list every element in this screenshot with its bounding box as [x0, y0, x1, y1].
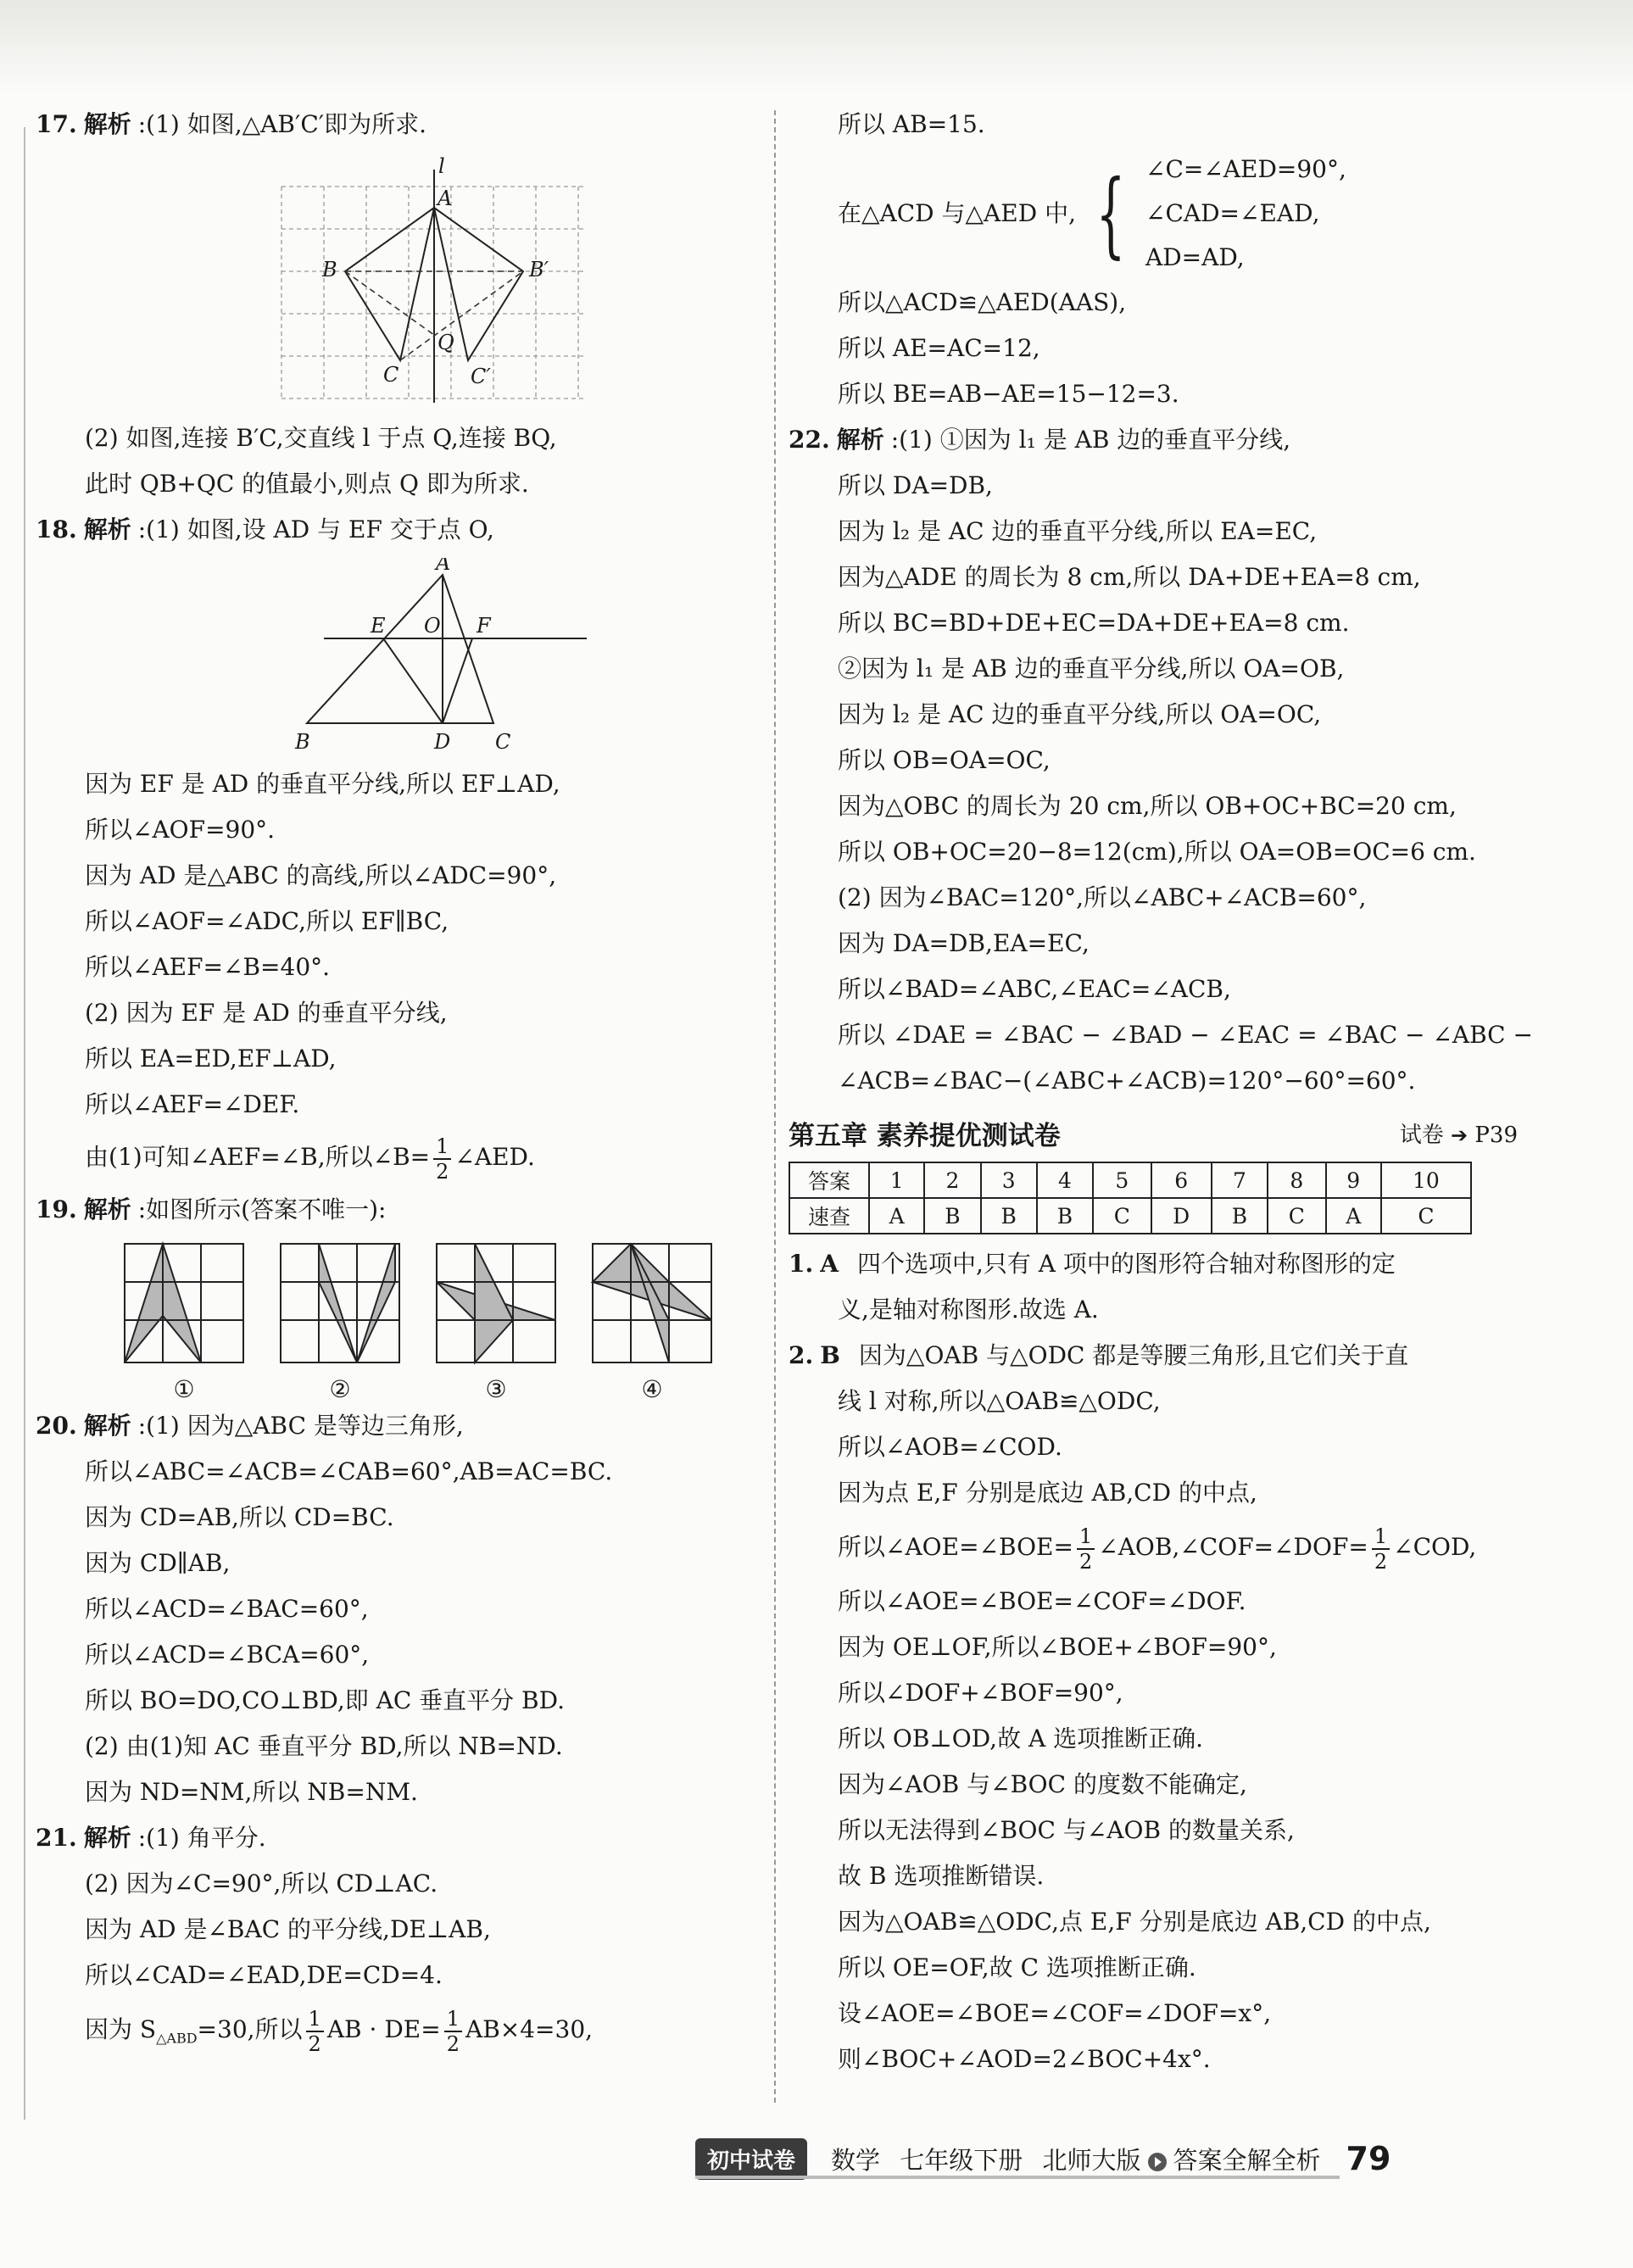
q21-line: (2) 因为∠C=90°,所以 CD⊥AC. — [85, 1870, 438, 1897]
q21-cont-line: 所以 AE=AC=12, — [838, 334, 1040, 362]
q18-last-pre: 由(1)可知∠AEF=∠B,所以∠B= — [85, 1143, 431, 1171]
q18-line: 所以∠AEF=∠DEF. — [85, 1090, 300, 1118]
q22-line: ∠ACB=∠BAC−(∠ABC+∠ACB)=120°−60°=60°. — [838, 1067, 1416, 1095]
q22-line: (2) 因为∠BAC=120°,所以∠ABC+∠ACB=60°, — [838, 883, 1367, 911]
q22-label: 解析 — [836, 426, 884, 454]
q22-line: ②因为 l₁ 是 AB 边的垂直平分线,所以 OA=OB, — [838, 655, 1345, 683]
table-cell: 4 — [1037, 1162, 1093, 1198]
q22-line: 所以 DA=DB, — [838, 471, 993, 499]
a2-line: 因为点 E,F 分别是底边 AB,CD 的中点, — [838, 1479, 1257, 1507]
q21-line: 因为 AD 是∠BAC 的平分线,DE⊥AB, — [85, 1915, 491, 1943]
a2-line: 线 l 对称,所以△OAB≌△ODC, — [838, 1387, 1161, 1415]
q18-label: 解析 — [83, 515, 131, 543]
table-cell: C — [1268, 1198, 1326, 1234]
q19-number: 19. — [36, 1195, 77, 1223]
q20-line: 因为 CD=AB,所以 CD=BC. — [85, 1503, 394, 1531]
q21-system-pre: 在△ACD 与△AED 中, — [838, 199, 1076, 227]
q18-label-A: A — [436, 558, 451, 575]
q20-line: 因为 CD∥AB, — [85, 1549, 231, 1577]
q22-line: 所以 ∠DAE = ∠BAC − ∠BAD − ∠EAC = ∠BAC − ∠ABC − — [838, 1021, 1533, 1049]
q21-system-lines — [1145, 148, 1346, 280]
q17-grid-diagram — [265, 153, 604, 407]
q17-label-C2: C′ — [471, 365, 491, 388]
q18-last-line — [36, 1128, 765, 1187]
chapter-header — [789, 1107, 1518, 1158]
table-row — [789, 1198, 1471, 1234]
q20-number: 20. — [36, 1412, 77, 1440]
q18-line: 因为 EF 是 AD 的垂直平分线,所以 EF⊥AD, — [85, 770, 560, 798]
q18-label-D: D — [434, 730, 451, 753]
q17-line2: (2) 如图,连接 B′C,交直线 l 于点 Q,连接 BQ, — [85, 424, 557, 452]
q18-triangle-diagram — [273, 558, 612, 753]
page-number: 79 — [1346, 2140, 1391, 2177]
q19-label: 解析 — [83, 1195, 131, 1223]
footer-subject: 数学 — [831, 2145, 881, 2175]
fraction-one-half: $\frac{1}{2}$ — [306, 2007, 324, 2056]
q17-label-A: A — [438, 187, 453, 210]
q19-caption-1: ① — [173, 1375, 195, 1403]
q18-line: 所以∠AEF=∠B=40°. — [85, 953, 331, 981]
footer-brand: 初中试卷 — [695, 2138, 807, 2180]
chapter-title: 第五章 素养提优测试卷 — [789, 1120, 1061, 1151]
q17-line3: 此时 QB+QC 的值最小,则点 Q 即为所求. — [85, 470, 529, 498]
q20-line: 所以∠ABC=∠ACB=∠CAB=60°,AB=AC=BC. — [85, 1457, 613, 1485]
q19-grid-3 — [432, 1240, 560, 1367]
q19-line1: :如图所示(答案不唯一): — [137, 1195, 387, 1223]
scan-shadow — [0, 0, 1633, 93]
left-column — [36, 102, 765, 2070]
q18-line: 所以∠AOF=90°. — [85, 816, 276, 844]
table-cell: 3 — [981, 1162, 1037, 1198]
table-cell: C — [1093, 1198, 1151, 1234]
chapter-ref — [1400, 1117, 1518, 1149]
a2-line: 所以∠AOB=∠COD. — [838, 1433, 1062, 1461]
q21-cont-line: 所以△ACD≌△AED(AAS), — [838, 288, 1127, 316]
q22-line: 所以 OB+OC=20−8=12(cm),所以 OA=OB=OC=6 cm. — [838, 838, 1476, 866]
a2-line: 设∠AOE=∠BOE=∠COF=∠DOF=x°, — [838, 1999, 1272, 2027]
q17-label-Q: Q — [438, 331, 454, 354]
q19-grid-2 — [276, 1240, 404, 1367]
a1-line1: 四个选项中,只有 A 项中的图形符合轴对称图形的定 — [856, 1250, 1396, 1278]
table-cell: B — [1212, 1198, 1268, 1234]
q22-line1: :(1) ①因为 l₁ 是 AB 边的垂直平分线, — [890, 426, 1291, 454]
q18-line: 所以 EA=ED,EF⊥AD, — [85, 1045, 337, 1073]
q19-grid-1 — [120, 1240, 248, 1367]
a2-number: 2. — [789, 1341, 814, 1369]
q21-cont-line: 所以 BE=AB−AE=15−12=3. — [838, 380, 1179, 408]
q18-line1: :(1) 如图,设 AD 与 EF 交于点 O, — [137, 515, 494, 543]
table-cell: 6 — [1151, 1162, 1212, 1198]
a2-line: 则∠BOC+∠AOD=2∠BOC+4x°. — [838, 2045, 1211, 2073]
q17-label-l: l — [438, 154, 445, 178]
q17-line1: :(1) 如图,△AB′C′即为所求. — [137, 110, 427, 138]
footer-grade: 七年级下册 — [900, 2145, 1023, 2175]
fraction-one-half: $\frac{1}{2}$ — [1077, 1524, 1095, 1574]
q18-line: 因为 AD 是△ABC 的高线,所以∠ADC=90°, — [85, 861, 557, 889]
q18-label-F: F — [477, 614, 491, 638]
q17-label-B: B — [322, 258, 337, 281]
table-cell: 1 — [869, 1162, 924, 1198]
a2-line: 所以∠DOF+∠BOF=90°, — [838, 1679, 1123, 1707]
q21-system-line: AD=AD, — [1145, 243, 1245, 271]
right-column — [789, 102, 1533, 2082]
footer-edition: 北师大版 — [1042, 2145, 1141, 2175]
q22-line: 所以 OB=OA=OC, — [838, 746, 1051, 774]
q18-label-C: C — [495, 730, 511, 753]
column-divider — [774, 110, 776, 2103]
q17-label: 解析 — [83, 110, 131, 138]
table-cell: B — [1037, 1198, 1093, 1234]
a2-fraction-line — [789, 1516, 1518, 1579]
play-arrow-icon — [1148, 2153, 1167, 2171]
q19-grid-4 — [588, 1240, 716, 1367]
q19-figures — [36, 1240, 765, 1403]
q20-line: 所以∠ACD=∠BAC=60°, — [85, 1595, 369, 1623]
a1-key: A — [820, 1250, 839, 1278]
table-cell: B — [981, 1198, 1037, 1234]
a2-key: B — [820, 1341, 840, 1369]
q21-system-line: ∠CAD=∠EAD, — [1145, 199, 1320, 227]
q21-label: 解析 — [83, 1824, 131, 1852]
arrow-right-icon: ➔ — [1451, 1123, 1469, 1147]
table-cell: 5 — [1093, 1162, 1151, 1198]
q20-line1: :(1) 因为△ABC 是等边三角形, — [137, 1412, 464, 1440]
q17-number: 17. — [36, 110, 77, 138]
table-row — [789, 1162, 1471, 1198]
fraction-one-half: $\frac{1}{2}$ — [444, 2007, 462, 2056]
q19-caption-4: ④ — [641, 1375, 663, 1403]
table-cell: 8 — [1268, 1162, 1326, 1198]
fraction-one-half: $\frac{1}{2}$ — [433, 1134, 451, 1184]
answer-table — [789, 1162, 1472, 1234]
table-cell: B — [924, 1198, 980, 1234]
q17-figure — [36, 153, 765, 410]
left-brace-icon: { — [1095, 159, 1126, 268]
q19-caption-3: ③ — [485, 1375, 507, 1403]
q21-system-line: ∠C=∠AED=90°, — [1145, 155, 1346, 183]
q20-line: 因为 ND=NM,所以 NB=NM. — [85, 1778, 418, 1806]
a2-line: 因为∠AOB 与∠BOC 的度数不能确定, — [838, 1770, 1247, 1798]
q21-last-line — [36, 1998, 765, 2070]
q18-figure — [36, 558, 765, 756]
q19-figure-2 — [276, 1240, 404, 1403]
q19-header — [36, 1187, 765, 1233]
a2-line: 所以无法得到∠BOC 与∠AOB 的数量关系, — [838, 1816, 1295, 1844]
a2-frac-mid: ∠AOB,∠COF=∠DOF= — [1098, 1533, 1368, 1561]
q20-line: 所以 BO=DO,CO⊥BD,即 AC 垂直平分 BD. — [85, 1686, 565, 1714]
q17-label-C: C — [383, 363, 399, 387]
q22-line: 因为 l₂ 是 AC 边的垂直平分线,所以 EA=EC, — [838, 517, 1318, 545]
q22-line: 因为 l₂ 是 AC 边的垂直平分线,所以 OA=OC, — [838, 700, 1322, 728]
q18-label-O: O — [424, 614, 441, 638]
q19-figure-3 — [432, 1240, 560, 1403]
a1-header — [789, 1241, 1518, 1287]
a2-line: 因为△OAB≌△ODC,点 E,F 分别是底边 AB,CD 的中点, — [838, 1908, 1431, 1936]
q20-line: (2) 由(1)知 AC 垂直平分 BD,所以 NB=ND. — [85, 1732, 563, 1760]
table-cell: 2 — [924, 1162, 980, 1198]
a1-line2: 义,是轴对称图形.故选 A. — [838, 1296, 1099, 1323]
q21-last-d: AB×4=30, — [465, 2015, 594, 2043]
q18-line: (2) 因为 EF 是 AD 的垂直平分线, — [85, 999, 448, 1027]
q21-header — [36, 1815, 765, 1861]
binding-edge — [24, 127, 25, 2120]
footer-tagline: 答案全解全析 — [1173, 2145, 1321, 2175]
q18-line: 所以∠AOF=∠ADC,所以 EF∥BC, — [85, 907, 449, 935]
q21-last-a: 因为 S — [85, 2015, 157, 2043]
table-header-cell: 速查 — [789, 1198, 869, 1234]
q22-header — [789, 417, 1518, 463]
a2-frac-pre: 所以∠AOE=∠BOE= — [838, 1533, 1073, 1561]
table-header-cell: 答案 — [789, 1162, 869, 1198]
footer-rule — [695, 2176, 1340, 2179]
q21-subscript: △ABD — [156, 2030, 198, 2047]
q22-line: 因为△OBC 的周长为 20 cm,所以 OB+OC+BC=20 cm, — [838, 792, 1457, 820]
table-cell: C — [1381, 1198, 1471, 1234]
table-cell: A — [869, 1198, 924, 1234]
q19-figure-4 — [588, 1240, 716, 1403]
a2-frac-post: ∠COD, — [1393, 1533, 1477, 1561]
q21-system — [789, 148, 1518, 280]
q22-line: 所以∠BAD=∠ABC,∠EAC=∠ACB, — [838, 975, 1231, 1003]
q21-number: 21. — [36, 1824, 77, 1852]
q22-line: 因为△ADE 的周长为 8 cm,所以 DA+DE+EA=8 cm, — [838, 563, 1421, 591]
q20-header — [36, 1403, 765, 1449]
q21-last-c: AB · DE= — [326, 2015, 441, 2043]
q18-header — [36, 507, 765, 553]
a2-line: 所以 OE=OF,故 C 选项推断正确. — [838, 1953, 1196, 1981]
q18-last-post: ∠AED. — [454, 1143, 535, 1171]
table-cell: 7 — [1212, 1162, 1268, 1198]
q19-figure-1 — [120, 1240, 248, 1403]
q21-cont-line: 所以 AB=15. — [838, 110, 985, 138]
q21-line1: :(1) 角平分. — [137, 1824, 266, 1852]
q17-header — [36, 102, 765, 148]
a2-line: 故 B 选项推断错误. — [838, 1862, 1045, 1890]
a2-header — [789, 1333, 1518, 1379]
table-cell: A — [1326, 1198, 1381, 1234]
a2-line: 所以∠AOE=∠BOE=∠COF=∠DOF. — [838, 1587, 1246, 1615]
q21-last-b: =30,所以 — [197, 2015, 303, 2043]
q18-label-E: E — [371, 614, 386, 638]
q20-line: 所以∠ACD=∠BCA=60°, — [85, 1641, 370, 1669]
q19-caption-2: ② — [329, 1375, 351, 1403]
chapter-ref-label: 试卷 — [1399, 1122, 1444, 1148]
a2-line: 因为 OE⊥OF,所以∠BOE+∠BOF=90°, — [838, 1633, 1277, 1661]
table-cell: 9 — [1326, 1162, 1381, 1198]
q22-number: 22. — [789, 426, 830, 454]
q17-label-B2: B′ — [529, 258, 549, 281]
footer-meta — [831, 2142, 1321, 2176]
fraction-one-half: $\frac{1}{2}$ — [1372, 1524, 1390, 1574]
q18-label-B: B — [295, 730, 310, 753]
q21-line: 所以∠CAD=∠EAD,DE=CD=4. — [85, 1961, 443, 1989]
a2-line1: 因为△OAB 与△ODC 都是等腰三角形,且它们关于直 — [858, 1341, 1409, 1369]
table-cell: D — [1151, 1198, 1212, 1234]
a2-line: 所以 OB⊥OD,故 A 选项推断正确. — [838, 1725, 1203, 1753]
a1-number: 1. — [789, 1250, 814, 1278]
q22-line: 所以 BC=BD+DE+EC=DA+DE+EA=8 cm. — [838, 609, 1350, 637]
q20-label: 解析 — [83, 1412, 131, 1440]
q18-number: 18. — [36, 515, 77, 543]
chapter-ref-page: P39 — [1474, 1122, 1518, 1148]
table-cell: 10 — [1381, 1162, 1471, 1198]
q22-line: 因为 DA=DB,EA=EC, — [838, 929, 1090, 957]
